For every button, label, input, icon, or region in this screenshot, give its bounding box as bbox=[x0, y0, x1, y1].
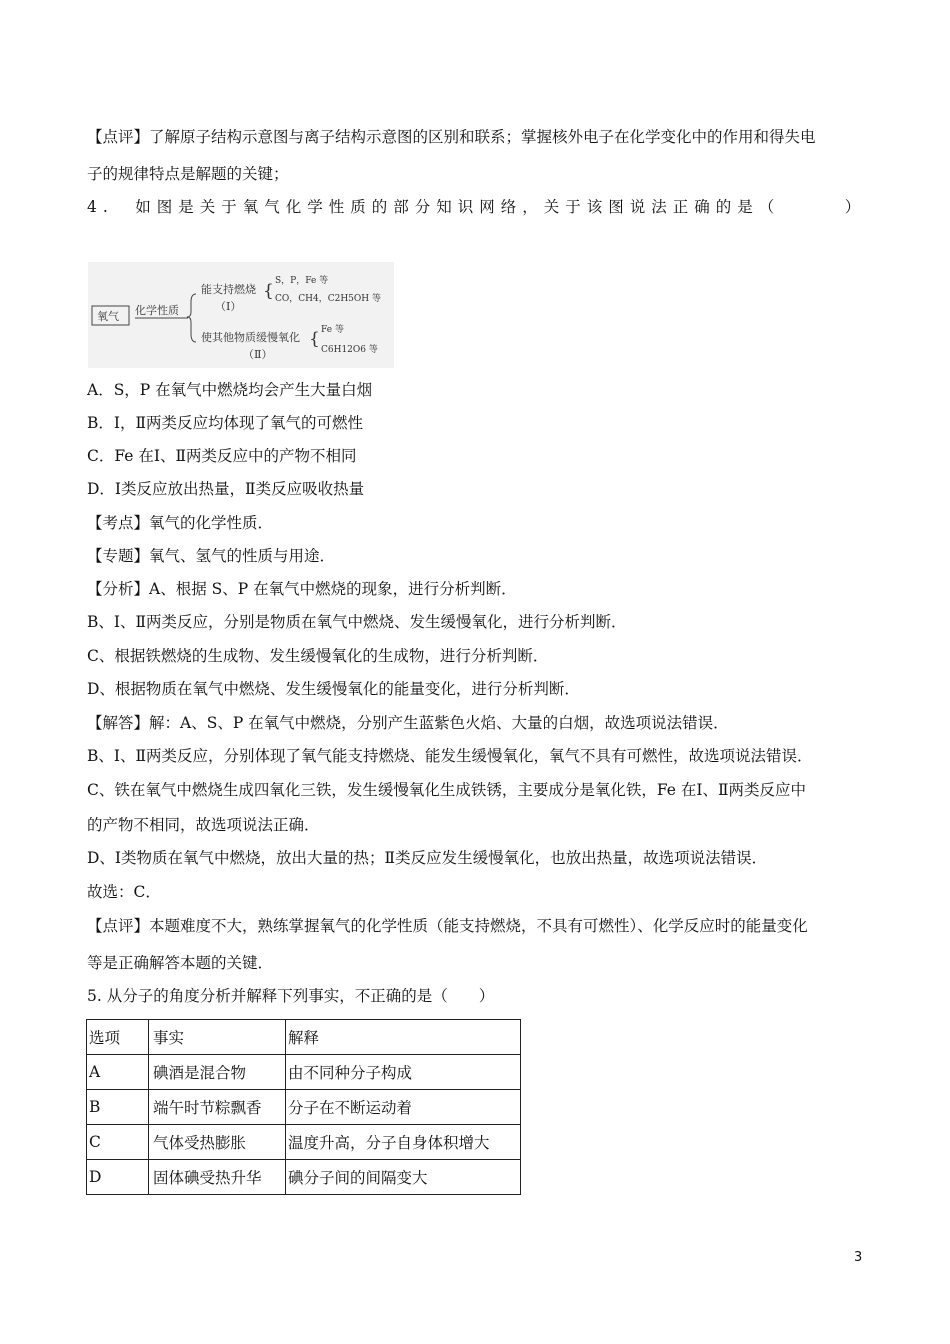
diagram-oxygen-box: 氧气 bbox=[97, 310, 119, 323]
table-cell: 固体碘受热升华 bbox=[149, 1160, 286, 1195]
diagram-chem-prop-label: 化学性质 bbox=[135, 304, 179, 317]
table-header-cell: 选项 bbox=[87, 1020, 149, 1055]
dianping-line-1: 【点评】本题难度不大，熟练掌握氧气的化学性质（能支持燃烧，不具有可燃性）、化学反应时的能量变化 bbox=[87, 917, 808, 935]
diagram-branch1-number: （Ⅰ） bbox=[215, 300, 242, 313]
jieda-line-1: 【解答】解：A、S、P 在氧气中燃烧，分别产生蓝紫色火焰、大量的白烟，故选项说法错误． bbox=[87, 714, 729, 732]
jieda-line-4: 的产物不相同，故选项说法正确． bbox=[87, 816, 320, 834]
jieda-line-5: D、Ⅰ类物质在氧气中燃烧，放出大量的热；Ⅱ类反应发生缓慢氧化，也放出热量，故选项说法错误． bbox=[87, 849, 768, 867]
table-row bbox=[87, 1090, 521, 1125]
diagram-branch1-item-1: S，P，Fe 等 bbox=[275, 276, 329, 286]
diagram-branch2-item-2: C6H12O6 等 bbox=[321, 345, 378, 355]
diagram-branch2-number: （Ⅱ） bbox=[243, 348, 273, 361]
table-cell: 碘分子间的间隔变大 bbox=[286, 1160, 521, 1195]
jieda-line-3: C、铁在氧气中燃烧生成四氧化三铁，发生缓慢氧化生成铁锈，主要成分是氧化铁，Fe 在Ⅰ、Ⅱ两类反应中 bbox=[87, 781, 807, 799]
table-header-row bbox=[87, 1020, 521, 1055]
fenxi-line-4: D、根据物质在氧气中燃烧、发生缓慢氧化的能量变化，进行分析判断． bbox=[87, 680, 580, 698]
table-cell: 分子在不断运动着 bbox=[286, 1090, 521, 1125]
question-5-table bbox=[86, 1019, 521, 1195]
page-number: 3 bbox=[854, 1250, 863, 1265]
kaodian: 【考点】氧气的化学性质． bbox=[87, 514, 274, 532]
table-header-cell: 解释 bbox=[286, 1020, 521, 1055]
question-5-stem: 5. 从分子的角度分析并解释下列事实，不正确的是（ ） bbox=[87, 987, 495, 1005]
svg-text:{: { bbox=[309, 329, 320, 349]
option-b: B．Ⅰ，Ⅱ两类反应均体现了氧气的可燃性 bbox=[87, 414, 364, 432]
fenxi-line-3: C、根据铁燃烧的生成物、发生缓慢氧化的生成物，进行分析判断． bbox=[87, 647, 549, 665]
diagram-branch2-item-1: Fe 等 bbox=[321, 325, 344, 335]
zhuanti: 【专题】氧气、氢气的性质与用途． bbox=[87, 547, 336, 565]
option-d: D．Ⅰ类反应放出热量，Ⅱ类反应吸收热量 bbox=[87, 480, 365, 498]
option-c: C．Fe 在Ⅰ、Ⅱ两类反应中的产物不相同 bbox=[87, 447, 357, 465]
fenxi-line-2: B、Ⅰ、Ⅱ两类反应，分别是物质在氧气中燃烧、发生缓慢氧化，进行分析判断． bbox=[87, 613, 627, 631]
table-cell: C bbox=[87, 1125, 149, 1160]
option-a: A．S，P 在氧气中燃烧均会产生大量白烟 bbox=[87, 381, 373, 399]
table-cell: 碘酒是混合物 bbox=[149, 1055, 286, 1090]
table-row bbox=[87, 1055, 521, 1090]
table-cell: 端午时节粽飘香 bbox=[149, 1090, 286, 1125]
table-cell: A bbox=[87, 1055, 149, 1090]
svg-text:{: { bbox=[263, 281, 274, 301]
jieda-line-2: B、Ⅰ、Ⅱ两类反应，分别体现了氧气能支持燃烧、能发生缓慢氧化，氧气不具有可燃性，故选项说法错误． bbox=[87, 747, 813, 765]
table-cell: 由不同种分子构成 bbox=[286, 1055, 521, 1090]
diagram-branch1-item-2: CO，CH4，C2H5OH 等 bbox=[275, 294, 382, 304]
table-cell: B bbox=[87, 1090, 149, 1125]
table-cell: 气体受热膨胀 bbox=[149, 1125, 286, 1160]
diagram-branch2-label: 使其他物质缓慢氧化 bbox=[201, 331, 300, 344]
diagram-branch1-label: 能支持燃烧 bbox=[201, 283, 256, 296]
table-header-cell: 事实 bbox=[149, 1020, 286, 1055]
fenxi-line-1: 【分析】A、根据 S、P 在氧气中燃烧的现象，进行分析判断． bbox=[87, 580, 517, 598]
prev-comment-line-2: 子的规律特点是解题的关键； bbox=[87, 165, 289, 183]
dianping-line-2: 等是正确解答本题的关键． bbox=[87, 954, 274, 972]
table-cell: D bbox=[87, 1160, 149, 1195]
jieda-line-6: 故选：C． bbox=[87, 883, 161, 901]
table-cell: 温度升高，分子自身体积增大 bbox=[286, 1125, 521, 1160]
table-row bbox=[87, 1160, 521, 1195]
oxygen-knowledge-diagram bbox=[88, 262, 394, 368]
table-row bbox=[87, 1125, 521, 1160]
prev-comment-line-1: 【点评】了解原子结构示意图与离子结构示意图的区别和联系；掌握核外电子在化学变化中的作用和得失电 bbox=[87, 128, 816, 146]
question-4-stem: 4. 如图是关于氧气化学性质的部分知识网络，关于该图说法正确的是（ ） bbox=[87, 198, 867, 216]
